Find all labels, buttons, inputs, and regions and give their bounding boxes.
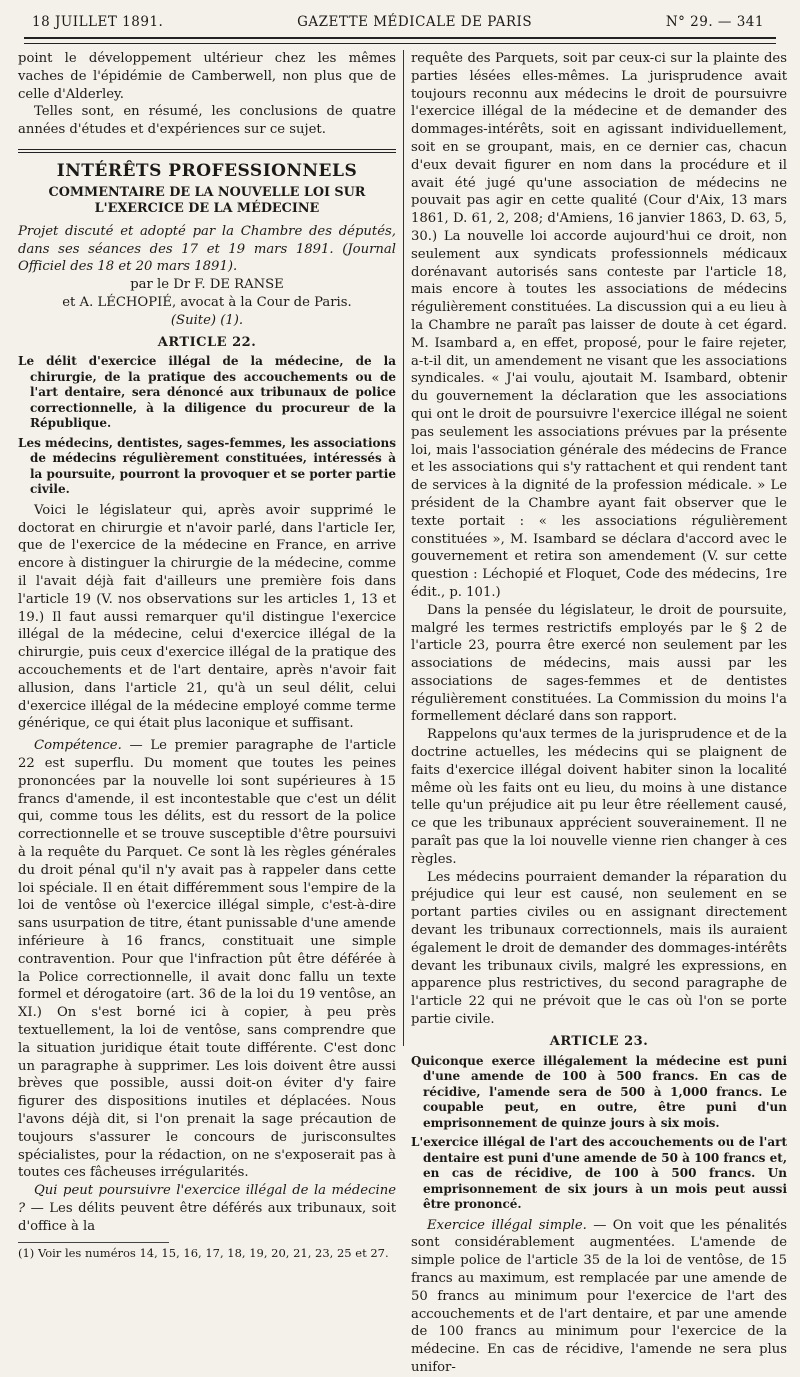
right-paragraph-3: Rappelons qu'aux termes de la jurisprudence et de la doctrine actuelles, les médecins qui se plaignent de faits d'exercice illégal doivent habiter sinon la localité même où les faits ont eu lieu, du moins à une distance telle qu'un préjudice ait pu leur être réellement causé, ce que les tribunaux apprécient souverainement. Il ne paraît pas que la loi nouvelle vienne rien changer à ces règles.: [411, 727, 787, 867]
simple-exercise-paragraph: [411, 1217, 787, 1377]
competence-paragraph: [18, 737, 396, 1182]
running-header: [32, 14, 764, 36]
article-22-heading: ARTICLE 22.: [157, 334, 257, 350]
right-paragraph-2: Dans la pensée du législateur, le droit de poursuite, malgré les termes restrictifs employés par le § 2 de l'article 23, pourra être exercé non seulement par les associations de médecins, mais aussi par les associations de sages-femmes et de dentistes régulièrement constituées. La Commission du moins l'a formellement déclaré dans son rapport.: [411, 602, 787, 725]
article-title: COMMENTAIRE DE LA NOUVELLE LOI SUR L'EXERCICE DE LA MÉDECINE: [48, 184, 366, 216]
footnote: (1) Voir les numéros 14, 15, 16, 17, 18, 19, 20, 21, 23, 25 et 27.: [18, 1245, 389, 1260]
article-23-text-2: L'exercice illégal de l'art des accouchements ou de l'art dentaire est puni d'une amende de 50 à 100 francs et, en cas de récidive, de 100 à 500 francs. Un emprisonnement de six jours à un mois peut aussi être prononcé.: [411, 1135, 787, 1212]
section-separator: [18, 149, 396, 153]
right-paragraph-4: Les médecins pourraient demander la réparation du préjudice qui leur est causé, non seulement en se portant parties civiles ou en assignant directement devant les tribunaux correctionnels, mais ils auraient également le droit de demander des dommages-intérêts devant les tribunaux civils, malgré les expressions, en apparence plus restrictives, du second paragraphe de l'article 22 qui ne prévoit que le cas où l'on se porte partie civile.: [411, 869, 787, 1028]
header-rule: [24, 37, 776, 44]
article-23-heading: ARTICLE 23.: [549, 1033, 649, 1049]
article-22-text-1: Le délit d'exercice illégal de la médecine, de la chirurgie, de la pratique des accouchements ou de l'art dentaire, sera dénoncé aux tribunaux de police correctionnelle, à la diligence du procureur de la République.: [18, 354, 396, 431]
section-title: INTÉRÊTS PROFESSIONNELS: [56, 160, 358, 181]
header-date: 18 JUILLET 1891.: [32, 14, 164, 30]
who-can-sue-text: — Les délits peuvent être déférés aux tribunaux, soit d'office à la: [18, 1200, 396, 1234]
header-journal-title: GAZETTE MÉDICALE DE PARIS: [297, 14, 533, 30]
author-line-2: et A. LÉCHOPIÉ, avocat à la Cour de Paris.: [62, 294, 352, 310]
right-paragraph-1: requête des Parquets, soit par ceux-ci sur la plainte des parties lésées elles-mêmes. La jurisprudence avait toujours reconnu aux médecins le droit de poursuivre l'exercice illégal de la médecine et de demander des dommages-intérêts, soit en agissant individuellement, soit en se groupant, mais, en ce dernier cas, chacun d'eux devait figurer en nom dans la procédure et il avait été jugé qu'une association de médecins ne pouvait pas agir en cette qualité (Cour d'Aix, 13 mars 1861, D. 61, 2, 208; d'Amiens, 16 janvier 1863, D. 63, 5, 30.) La nouvelle loi accorde aujourd'hui ce droit, non seulement aux syndicats professionnels médicaux dorénavant autorisés sans conteste par l'article 18, mais encore à toutes les associations de médecins régulièrement constituées. La discussion qui a eu lieu à la Chambre ne paraît pas laisser de doute à cet égard. M. Isambard a, en effet, proposé, pour le faire rejeter, a-t-il dit, un amendement ne visant que les associations syndicales. « J'ai voulu, ajoutait M. Isambard, obtenir du gouvernement la déclaration que les associations qui ont le droit de poursuivre l'exercice illégal ne soient pas seulement les associations prévues par la présente loi, mais l'association générale des médecins de France et les associations qui s'y rattachent et qui rendent tant de services à la dignité de la profession médicale. » Le président de la Chambre ayant fait observer que le texte portait : « les associations régulièrement constituées », M. Isambard se déclara d'accord avec le gouvernement et retira son amendement (V. sur cette question : Léchopié et Floquet, Code des médecins, 1re édit., p. 101.): [411, 51, 787, 600]
who-can-sue-lead: Qui peut poursuivre l'exercice illégal de la médecine ?: [18, 1183, 396, 1216]
commentary-paragraph-1: Voici le législateur qui, après avoir supprimé le doctorat en chirurgie et n'avoir parlé, dans l'article Ier, que de l'exercice de la médecine en France, en arrive encore à distinguer la chirurgie de la médecine, comme il l'avait déjà fait d'ailleurs une première fois dans l'article 19 (V. nos observations sur les articles 1, 13 et 19.) Il faut aussi remarquer qu'il distingue l'exercice illégal de la médecine, celui d'exercice illégal de la chirurgie, puis ceux d'exercice illégal de la pratique des accouchements et de l'art dentaire, après n'avoir fait allusion, dans l'article 21, qu'à un seul délit, celui d'exercice illégal de la médecine employé comme terme générique, ce qui était plus laconique et suffisant.: [18, 502, 396, 732]
header-issue-page: N° 29. — 341: [665, 14, 764, 30]
simple-exercise-text: — On voit que les pénalités sont considérablement augmentées. L'amende de simple police de l'article 35 de la loi de ventôse, de 15 francs au maximum, est remplacée par une amende de 50 francs au minimum pour l'exercice de l'art des accouchements et de l'art dentaire, et par une amende de 100 francs au minimum pour l'exercice de la médecine. En cas de récidive, l'amende ne sera plus unifor-: [411, 1217, 787, 1375]
competence-text: — Le premier paragraphe de l'article 22 est superflu. Du moment que toutes les peines prononcées par la nouvelle loi sont supérieures à 15 francs d'amende, il est incontestable que c'est un délit qui, comme tous les délits, est du ressort de la police correctionnelle et se trouve susceptible d'être poursuivi à la requête du Parquet. Ce sont là les règles générales du droit pénal qu'il n'y avait pas à rappeler dans cette loi spéciale. Il en était différemment sous l'empire de la loi de ventôse où l'exercice illégal simple, c'est-à-dire sans usurpation de titre, étant punissable d'une amende inférieure à 16 francs, constituait une simple contravention. Pour que l'infraction pût être déférée à la Police correctionnelle, il avait donc fallu un texte formel et dérogatoire (art. 36 de la loi du 19 ventôse, an XI.) On s'est borné ici à copier, à peu près textuellement, la loi de ventôse, sans comprendre que la situation juridique était toute différente. C'est donc un paragraphe à supprimer. Les lois doivent être aussi brèves que possible, aussi doit-on éviter d'y faire figurer des dispositions inutiles et déplacées. Nous l'avons déjà dit, si l'on prenait la sage précaution de toujours s'assurer le concours de jurisconsultes spécialistes, pour la rédaction, on ne s'exposerait pas à toutes ces fâcheuses irrégularités.: [18, 738, 396, 1181]
footnote-rule: [18, 1242, 169, 1243]
simple-exercise-lead: Exercice illégal simple.: [427, 1217, 587, 1233]
column-divider: [403, 50, 404, 1046]
continuation-note: (Suite) (1).: [170, 312, 244, 328]
left-column: [18, 50, 396, 1260]
competence-lead: Compétence.: [34, 738, 122, 754]
article-23-text-1: Quiconque exerce illégalement la médecine est puni d'une amende de 100 à 500 francs. En cas de récidive, l'amende sera de 500 à 1,000 francs. Le coupable peut, en outre, être puni d'un emprisonnement de quinze jours à six mois.: [411, 1053, 787, 1130]
right-column: [411, 50, 787, 1375]
author-line-1: par le Dr F. DE RANSE: [130, 277, 284, 293]
who-can-sue-paragraph: [18, 1182, 396, 1235]
project-reference: Projet discuté et adopté par la Chambre des députés, dans ses séances des 17 et 19 mars 1891. (Journal Officiel des 18 et 20 mars 1891).: [18, 223, 396, 275]
intro-conclusion: Telles sont, en résumé, les conclusions de quatre années d'études et d'expériences sur ce sujet.: [18, 104, 396, 138]
intro-paragraph: point le développement ultérieur chez les mêmes vaches de l'épidémie de Camberwell, non plus que de celle d'Alderley.: [18, 51, 396, 102]
article-22-text-2: Les médecins, dentistes, sages-femmes, les associations de médecins régulièrement constituées, intéressés à la poursuite, pourront la provoquer et se porter partie civile.: [18, 435, 396, 497]
